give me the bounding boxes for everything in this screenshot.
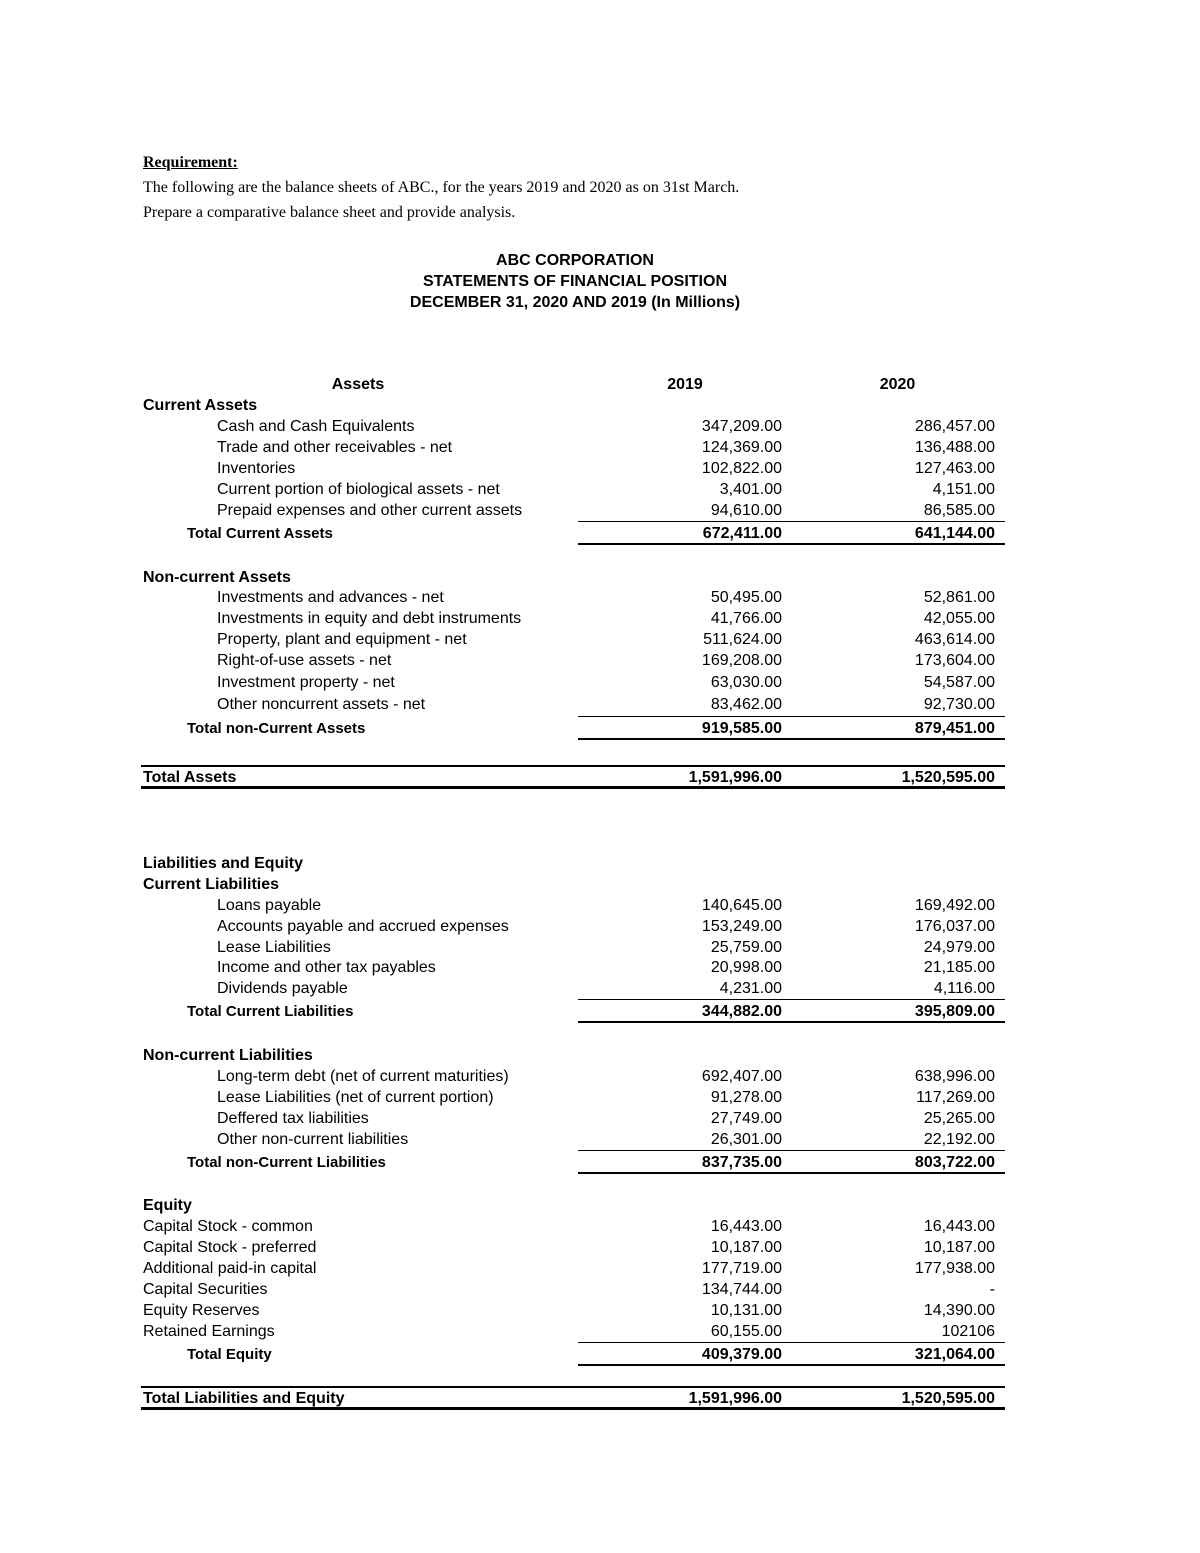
row-label: Investments in equity and debt instruments <box>217 610 522 627</box>
line-item-row <box>0 629 1200 650</box>
rule-line <box>578 521 1005 522</box>
value-2020: 21,185.00 <box>923 959 995 976</box>
line-item-row <box>0 1129 1200 1150</box>
line-item-row <box>0 416 1200 437</box>
column-header-2020: 2020 <box>879 376 916 393</box>
value-2019: 50,495.00 <box>710 589 782 606</box>
value-2019: 153,249.00 <box>701 918 782 935</box>
value-2019: 169,208.00 <box>701 652 782 669</box>
value-2020: 463,614.00 <box>914 631 995 648</box>
line-item-row <box>0 895 1200 916</box>
value-2020: 1,520,595.00 <box>901 769 995 786</box>
requirement-heading: Requirement: <box>143 154 238 171</box>
grand-total-row <box>0 767 1200 788</box>
subtotal-row <box>0 1344 1200 1365</box>
row-label: Inventories <box>217 460 296 477</box>
rule-line <box>578 1150 1005 1151</box>
value-2020: - <box>989 1281 995 1298</box>
rule-line <box>141 765 1005 767</box>
line-item-row <box>0 608 1200 629</box>
value-2020: 117,269.00 <box>916 1089 995 1106</box>
value-2020: 54,587.00 <box>923 674 995 691</box>
row-label: Lease Liabilities (net of current portion) <box>217 1089 494 1106</box>
row-label: Income and other tax payables <box>217 959 436 976</box>
value-2019: 672,411.00 <box>702 525 782 542</box>
row-label: Property, plant and equipment - net <box>217 631 467 648</box>
value-2020: 127,463.00 <box>914 460 995 477</box>
value-2020: 86,585.00 <box>923 502 995 519</box>
rule-line <box>141 786 1005 789</box>
value-2020: 638,996.00 <box>914 1068 995 1085</box>
subtotal-row <box>0 718 1200 739</box>
value-2020: 879,451.00 <box>914 720 995 737</box>
statement-subtitle: DECEMBER 31, 2020 AND 2019 (In Millions) <box>409 294 741 311</box>
row-label: Cash and Cash Equivalents <box>217 418 415 435</box>
row-label: Capital Stock - common <box>143 1218 313 1235</box>
row-label: Current Liabilities <box>143 876 280 893</box>
value-2020: 92,730.00 <box>923 696 995 713</box>
line-item-row <box>0 1066 1200 1087</box>
row-label: Prepaid expenses and other current assets <box>217 502 523 519</box>
value-2019: 919,585.00 <box>701 720 782 737</box>
value-2020: 4,116.00 <box>933 980 995 997</box>
section-heading <box>0 853 1200 874</box>
line-item-row <box>0 458 1200 479</box>
row-label: Total Equity <box>187 1346 272 1363</box>
row-label: Right-of-use assets - net <box>217 652 392 669</box>
equity-item-row <box>0 1258 1200 1279</box>
line-item-row <box>0 916 1200 937</box>
line-item-row <box>0 500 1200 521</box>
equity-item-row <box>0 1300 1200 1321</box>
value-2019: 837,735.00 <box>701 1154 782 1171</box>
line-item-row <box>0 1087 1200 1108</box>
row-label: Capital Stock - preferred <box>143 1239 317 1256</box>
line-item-row <box>0 672 1200 693</box>
value-2019: 16,443.00 <box>710 1218 782 1235</box>
column-header-row <box>0 374 1200 395</box>
row-label: Non-current Assets <box>143 569 291 586</box>
grand-total-row <box>0 1388 1200 1409</box>
value-2019: 177,719.00 <box>701 1260 782 1277</box>
row-label: Investments and advances - net <box>217 589 444 606</box>
value-2019: 409,379.00 <box>701 1346 782 1363</box>
section-heading <box>0 1045 1200 1066</box>
value-2020: 42,055.00 <box>923 610 995 627</box>
row-label: Other noncurrent assets - net <box>217 696 426 713</box>
section-heading <box>0 874 1200 895</box>
column-header-label: Assets <box>331 376 385 393</box>
value-2019: 25,759.00 <box>710 939 782 956</box>
value-2020: 176,037.00 <box>914 918 995 935</box>
rule-line <box>578 738 1005 740</box>
company-name: ABC CORPORATION <box>496 252 654 269</box>
line-item-row <box>0 479 1200 500</box>
row-label: Other non-current liabilities <box>217 1131 409 1148</box>
value-2019: 1,591,996.00 <box>688 769 782 786</box>
value-2019: 83,462.00 <box>710 696 782 713</box>
row-label: Trade and other receivables - net <box>217 439 453 456</box>
rule-line <box>578 1364 1005 1366</box>
line-item-row <box>0 957 1200 978</box>
equity-item-row <box>0 1216 1200 1237</box>
rule-line <box>578 543 1005 545</box>
row-label: Loans payable <box>217 897 322 914</box>
rule-line <box>578 1172 1005 1174</box>
value-2020: 803,722.00 <box>914 1154 995 1171</box>
subtotal-row <box>0 1001 1200 1022</box>
value-2019: 134,744.00 <box>701 1281 782 1298</box>
value-2019: 511,624.00 <box>703 631 782 648</box>
value-2020: 14,390.00 <box>923 1302 995 1319</box>
equity-item-row <box>0 1237 1200 1258</box>
value-2019: 26,301.00 <box>710 1131 782 1148</box>
row-label: Capital Securities <box>143 1281 268 1298</box>
value-2019: 20,998.00 <box>710 959 782 976</box>
row-label: Lease Liabilities <box>217 939 331 956</box>
value-2019: 60,155.00 <box>710 1323 782 1340</box>
rule-line <box>141 1407 1005 1410</box>
value-2019: 10,131.00 <box>710 1302 782 1319</box>
value-2020: 395,809.00 <box>914 1003 995 1020</box>
value-2019: 347,209.00 <box>701 418 782 435</box>
value-2019: 140,645.00 <box>701 897 782 914</box>
line-item-row <box>0 437 1200 458</box>
value-2020: 286,457.00 <box>914 418 995 435</box>
value-2020: 177,938.00 <box>914 1260 995 1277</box>
line-item-row <box>0 694 1200 715</box>
row-label: Additional paid-in capital <box>143 1260 317 1277</box>
line-item-row <box>0 587 1200 608</box>
value-2020: 25,265.00 <box>923 1110 995 1127</box>
row-label: Total Assets <box>143 769 237 786</box>
value-2020: 10,187.00 <box>923 1239 995 1256</box>
column-header-2019: 2019 <box>667 376 703 393</box>
row-label: Total non-Current Liabilities <box>187 1154 386 1171</box>
row-label: Total Current Liabilities <box>187 1003 354 1020</box>
value-2020: 22,192.00 <box>923 1131 995 1148</box>
value-2019: 94,610.00 <box>710 502 782 519</box>
line-item-row <box>0 937 1200 958</box>
value-2020: 136,488.00 <box>914 439 995 456</box>
row-label: Total Current Assets <box>187 525 333 542</box>
value-2020: 102106 <box>941 1323 995 1340</box>
value-2020: 173,604.00 <box>914 652 995 669</box>
row-label: Deffered tax liabilities <box>217 1110 369 1127</box>
value-2019: 124,369.00 <box>701 439 782 456</box>
row-label: Dividends payable <box>217 980 348 997</box>
row-label: Total Liabilities and Equity <box>143 1390 345 1407</box>
statement-title: STATEMENTS OF FINANCIAL POSITION <box>423 273 727 290</box>
value-2020: 1,520,595.00 <box>901 1390 995 1407</box>
value-2020: 4,151.00 <box>932 481 995 498</box>
value-2019: 4,231.00 <box>719 980 782 997</box>
subtotal-row <box>0 523 1200 544</box>
value-2020: 52,861.00 <box>923 589 995 606</box>
value-2020: 24,979.00 <box>923 939 995 956</box>
value-2019: 63,030.00 <box>710 674 782 691</box>
row-label: Investment property - net <box>217 674 395 691</box>
line-item-row <box>0 650 1200 671</box>
section-heading <box>0 395 1200 416</box>
value-2019: 102,822.00 <box>701 460 782 477</box>
value-2019: 41,766.00 <box>710 610 782 627</box>
line-item-row <box>0 1108 1200 1129</box>
row-label: Long-term debt (net of current maturities) <box>217 1068 509 1085</box>
value-2019: 91,278.00 <box>710 1089 782 1106</box>
value-2019: 27,749.00 <box>710 1110 782 1127</box>
subtotal-row <box>0 1152 1200 1173</box>
value-2019: 1,591,996.00 <box>688 1390 782 1407</box>
row-label: Total non-Current Assets <box>187 720 366 737</box>
value-2020: 321,064.00 <box>914 1346 995 1363</box>
value-2019: 344,882.00 <box>701 1003 782 1020</box>
rule-line <box>578 999 1005 1000</box>
rule-line <box>141 1386 1005 1388</box>
section-heading <box>0 567 1200 588</box>
line-item-row <box>0 978 1200 999</box>
value-2019: 692,407.00 <box>701 1068 782 1085</box>
requirement-line-2: Prepare a comparative balance sheet and provide analysis. <box>143 204 516 221</box>
row-label: Equity <box>143 1197 192 1214</box>
value-2020: 16,443.00 <box>923 1218 995 1235</box>
rule-line <box>578 1342 1005 1343</box>
rule-line <box>578 1021 1005 1023</box>
value-2020: 641,144.00 <box>914 525 995 542</box>
row-label: Non-current Liabilities <box>143 1047 313 1064</box>
row-label: Equity Reserves <box>143 1302 260 1319</box>
requirement-line-1: The following are the balance sheets of ABC., for the years 2019 and 2020 as on 31st March. <box>143 179 740 196</box>
row-label: Retained Earnings <box>143 1323 275 1340</box>
value-2019: 3,401.00 <box>719 481 782 498</box>
row-label: Current portion of biological assets - net <box>217 481 500 498</box>
section-heading <box>0 1195 1200 1216</box>
row-label: Accounts payable and accrued expenses <box>217 918 509 935</box>
equity-item-row <box>0 1321 1200 1342</box>
row-label: Current Assets <box>143 397 258 414</box>
rule-line <box>578 716 1005 717</box>
equity-item-row <box>0 1279 1200 1300</box>
value-2020: 169,492.00 <box>914 897 995 914</box>
row-label: Liabilities and Equity <box>143 855 304 872</box>
value-2019: 10,187.00 <box>710 1239 782 1256</box>
